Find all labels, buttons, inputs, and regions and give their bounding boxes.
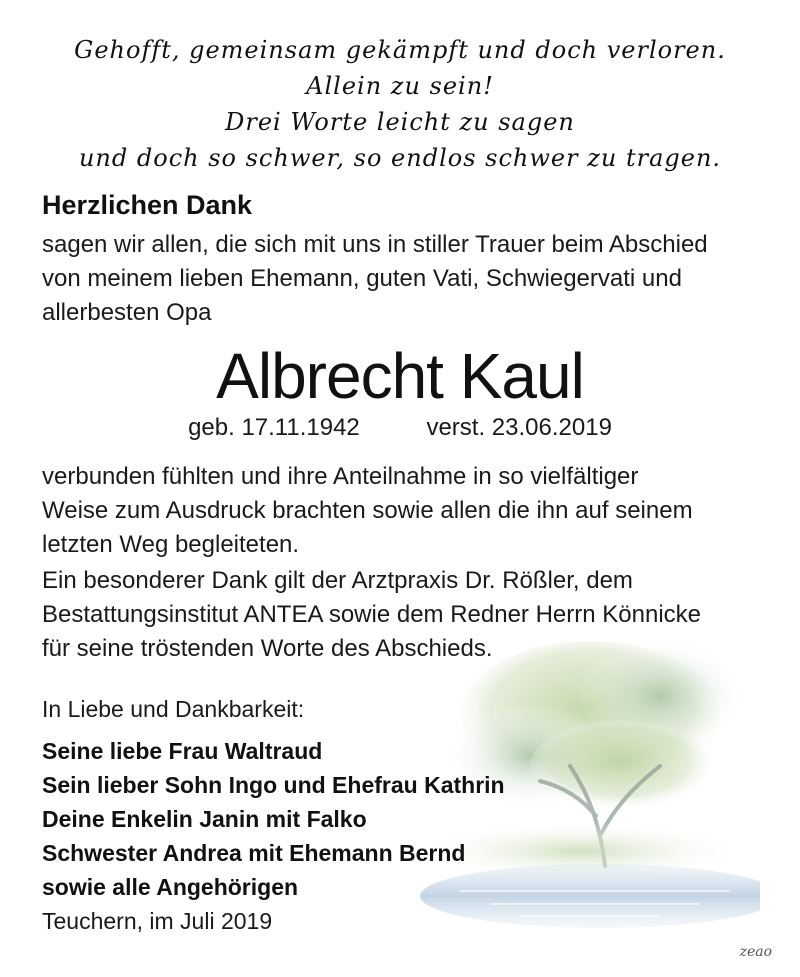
deceased-name: Albrecht Kaul — [216, 340, 584, 412]
intro-line: sagen wir allen, die sich mit uns in stiller Trauer beim Abschied — [42, 231, 708, 258]
family-member: Sein lieber Sohn Ingo und Ehefrau Kathrin — [42, 772, 505, 798]
poem-line: und doch so schwer, so endlos schwer zu tragen. — [78, 144, 722, 172]
birth-date: geb. 17.11.1942 — [188, 414, 360, 441]
family-member: Schwester Andrea mit Ehemann Bernd — [42, 840, 466, 866]
family-member: Seine liebe Frau Waltraud — [42, 738, 323, 764]
closing-line: In Liebe und Dankbarkeit: — [42, 696, 305, 722]
special-line: für seine tröstenden Worte des Abschieds. — [42, 635, 493, 662]
special-line: Ein besonderer Dank gilt der Arztpraxis Dr. Rößler, dem — [42, 567, 633, 594]
special-line: Bestattungsinstitut ANTEA sowie dem Redner Herrn Könnicke — [42, 601, 701, 628]
family-member: Deine Enkelin Janin mit Falko — [42, 806, 367, 832]
intro-text — [42, 228, 772, 330]
intro-line: allerbesten Opa — [42, 299, 212, 326]
body-text — [42, 460, 782, 562]
place-date: Teuchern, im Juli 2019 — [42, 908, 273, 934]
family-list — [42, 734, 505, 904]
death-date: verst. 23.06.2019 — [426, 414, 612, 441]
body-line: letzten Weg begleiteten. — [42, 531, 300, 558]
poem-line: Gehofft, gemeinsam gekämpft und doch verloren. — [74, 36, 726, 64]
intro-line: von meinem lieben Ehemann, guten Vati, Schwiegervati und — [42, 265, 682, 292]
designer-signature: zeao — [739, 944, 772, 960]
poem-line: Allein zu sein! — [306, 72, 494, 100]
poem — [0, 32, 800, 176]
body-line: Weise zum Ausdruck brachten sowie allen die ihn auf seinem — [42, 497, 693, 524]
thanks-heading: Herzlichen Dank — [42, 190, 253, 220]
poem-line: Drei Worte leicht zu sagen — [225, 108, 575, 136]
life-dates — [0, 414, 800, 442]
family-member: sowie alle Angehörigen — [42, 874, 299, 900]
body-line: verbunden fühlten und ihre Anteilnahme in so vielfältiger — [42, 463, 639, 490]
